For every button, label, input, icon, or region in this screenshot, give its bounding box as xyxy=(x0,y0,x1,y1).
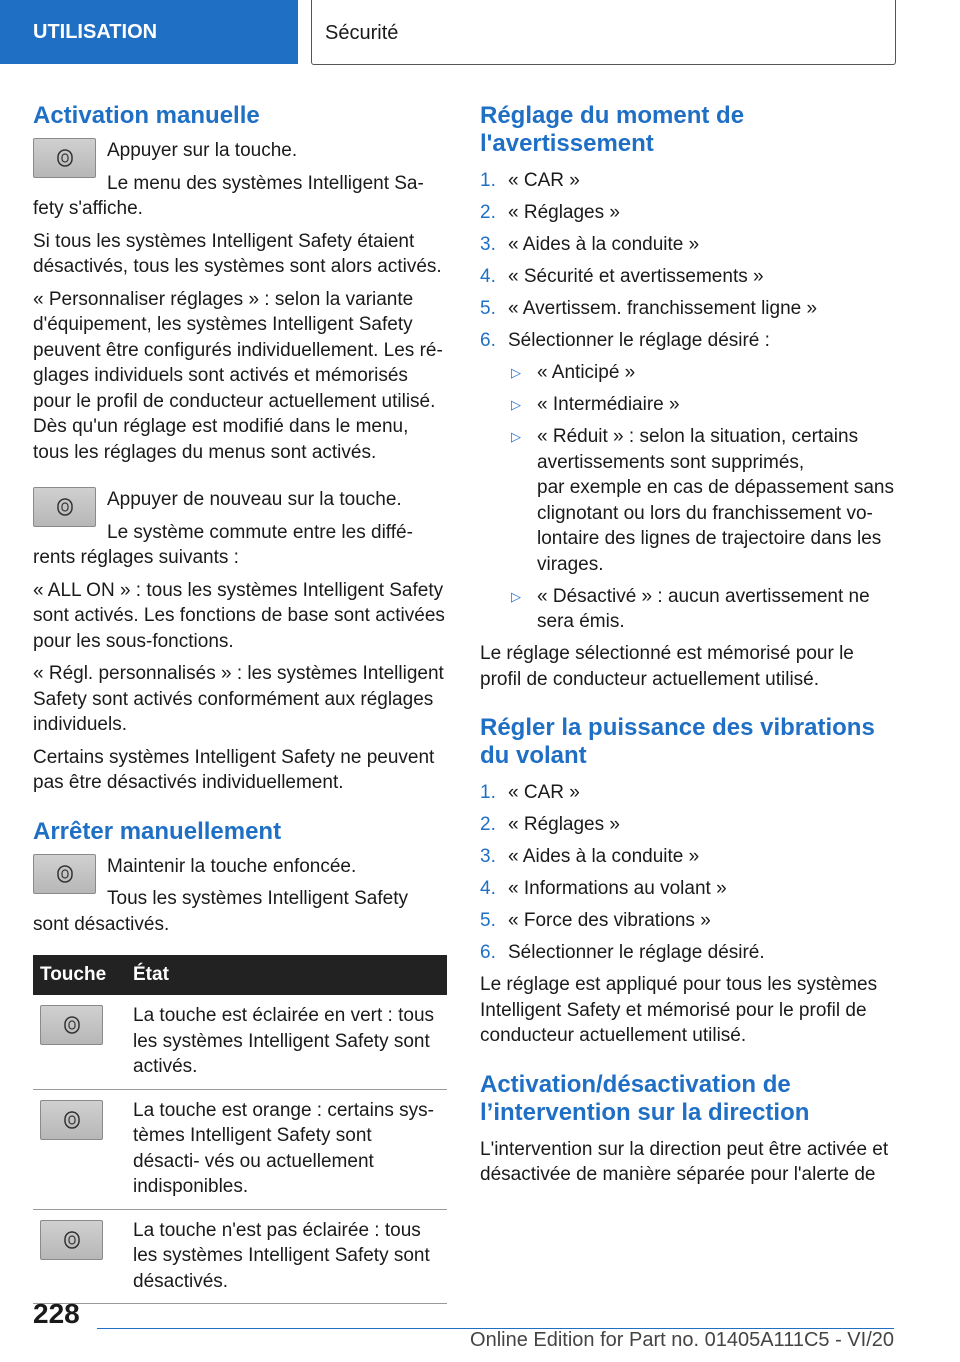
list-item: 1. « CAR » xyxy=(480,170,580,191)
table-row xyxy=(33,1209,447,1304)
vibration-steps xyxy=(480,780,898,966)
list-item: 4. « Sécurité et avertissements » xyxy=(480,266,764,287)
triangle-bullet-icon: ▷ xyxy=(511,588,521,604)
stop-step-1: Maintenir la touche enfoncée. xyxy=(107,855,357,877)
stop-step-2b: sont désactivés. xyxy=(33,913,170,935)
safety-button-image xyxy=(33,854,96,894)
all-on-para: « ALL ON » : tous les systèmes Intelligent Safety sont activés. Les fonctions de base sont activées pour les sous-fonctions. xyxy=(33,579,445,652)
reglage-steps xyxy=(480,168,898,354)
activation-button-block xyxy=(33,138,447,196)
vibration-after: Le réglage est appliqué pour tous les systèmes Intelligent Safety et mémorisé pour le profil de conducteur actuellement utilisé. xyxy=(480,974,878,1046)
button-state-table xyxy=(33,955,447,1304)
state-orange: La touche est orange : certains sys‐ tèmes Intelligent Safety sont désacti‐ vés ou actuellement indisponibles. xyxy=(126,1089,447,1209)
activation-step-2b: fety s'affiche. xyxy=(33,198,143,219)
option-item: ▷ « Réduit » : selon la situation, certains avertissements sont supprimés, par exemple en cas de dépassement sans clignotant ou lors du franchissement vo‐ lontaire des lignes de trajectoire dans les virages. xyxy=(508,424,898,577)
state-off: La touche n'est pas éclairée : tous les systèmes Intelligent Safety sont désactivés. xyxy=(126,1209,447,1304)
heading-arret: Arrêter manuellement xyxy=(33,817,282,845)
reglage-options xyxy=(508,360,898,635)
custom-settings-para: « Régl. personnalisés » : les systèmes Intelligent Safety sont activés conformément aux réglages individuels. xyxy=(33,663,444,735)
stop-button-block xyxy=(33,854,447,912)
activation-para-4: « Personnaliser réglages » : selon la variante d'équipement, les systèmes Intelligent Safety peuvent être configurés individuellement. Les ré‐ glages individuels sont activés et mémorisés pour le profil de conducteur actuellement utilisé. Dès qu'un réglage est modifié dans le menu, tous les réglages du menus sont activés. xyxy=(33,288,443,463)
toggle-step-2a: Le système commute entre les diffé‐ xyxy=(107,521,413,543)
list-item: 6. Sélectionner le réglage désiré : xyxy=(480,330,770,351)
option-item: ▷ « Intermédiaire » xyxy=(508,392,898,418)
list-item: 3. « Aides à la conduite » xyxy=(480,234,700,255)
triangle-bullet-icon: ▷ xyxy=(511,397,521,412)
list-item: 4. « Informations au volant » xyxy=(480,878,727,899)
intelligent-safety-icon xyxy=(56,149,74,167)
reglage-after: Le réglage sélectionné est mémorisé pour le profil de conducteur actuellement utilisé. xyxy=(480,643,854,690)
page-number: 228 xyxy=(33,1298,80,1329)
off-button-image xyxy=(40,1220,103,1260)
table-row xyxy=(33,995,447,1089)
left-column xyxy=(33,102,447,1304)
option-item: ▷ « Désactivé » : aucun avertissement ne sera émis. xyxy=(508,584,898,635)
activation-step-2a: Le menu des systèmes Intelligent Sa‐ xyxy=(107,172,424,194)
intelligent-safety-icon xyxy=(56,865,74,883)
col-touche: Touche xyxy=(33,955,126,995)
right-column xyxy=(480,102,898,1195)
option-item: ▷ « Anticipé » xyxy=(508,360,898,386)
intelligent-safety-icon xyxy=(56,498,74,516)
cannot-deactivate-para: Certains systèmes Intelligent Safety ne peuvent pas être désactivés individuellement. xyxy=(33,746,435,793)
heading-vibrations: Régler la puissance des vibrations du volant xyxy=(480,714,875,769)
list-item: 2. « Réglages » xyxy=(480,814,620,835)
toggle-step-2b: rents réglages suivants : xyxy=(33,547,239,568)
intelligent-safety-icon xyxy=(63,1111,81,1129)
heading-direction: Activation/désactivation de l’intervention sur la direction xyxy=(480,1070,810,1126)
toggle-step-1: Appuyer de nouveau sur la touche. xyxy=(107,489,402,510)
edition-text: Online Edition for Part no. 01405A111C5 - VI/20 xyxy=(470,1329,894,1351)
triangle-bullet-icon: ▷ xyxy=(511,365,521,380)
list-item: 5. « Avertissem. franchissement ligne » xyxy=(480,298,818,319)
state-green: La touche est éclairée en vert : tous les systèmes Intelligent Safety sont activés. xyxy=(126,995,447,1089)
list-item: 1. « CAR » xyxy=(480,782,580,803)
stop-step-2a: Tous les systèmes Intelligent Safety xyxy=(107,888,408,909)
intelligent-safety-icon xyxy=(63,1231,81,1249)
safety-button-image xyxy=(33,487,96,527)
list-item: 6. Sélectionner le réglage désiré. xyxy=(480,942,765,963)
safety-button-image xyxy=(33,138,96,178)
activation-step-1: Appuyer sur la touche. xyxy=(107,140,298,161)
list-item: 2. « Réglages » xyxy=(480,202,620,223)
table-header-row xyxy=(33,955,447,995)
list-item: 5. « Force des vibrations » xyxy=(480,910,711,931)
toggle-button-block xyxy=(33,487,447,545)
heading-reglage: Réglage du moment de l'avertissement xyxy=(480,102,745,157)
orange-button-image xyxy=(40,1100,103,1140)
table-row xyxy=(33,1089,447,1209)
section-tab: UTILISATION xyxy=(0,0,298,64)
activation-para-3: Si tous les systèmes Intelligent Safety étaient désactivés, tous les systèmes sont alors activés. xyxy=(33,230,442,277)
chapter-title: Sécurité xyxy=(311,0,896,65)
triangle-bullet-icon: ▷ xyxy=(511,429,521,444)
green-button-image xyxy=(40,1005,103,1045)
intelligent-safety-icon xyxy=(63,1016,81,1034)
col-etat: État xyxy=(126,955,447,995)
direction-para: L'intervention sur la direction peut être activée et désactivée de manière séparée pour l'alerte de xyxy=(480,1138,889,1185)
heading-activation: Activation manuelle xyxy=(33,102,260,129)
list-item: 3. « Aides à la conduite » xyxy=(480,846,700,867)
